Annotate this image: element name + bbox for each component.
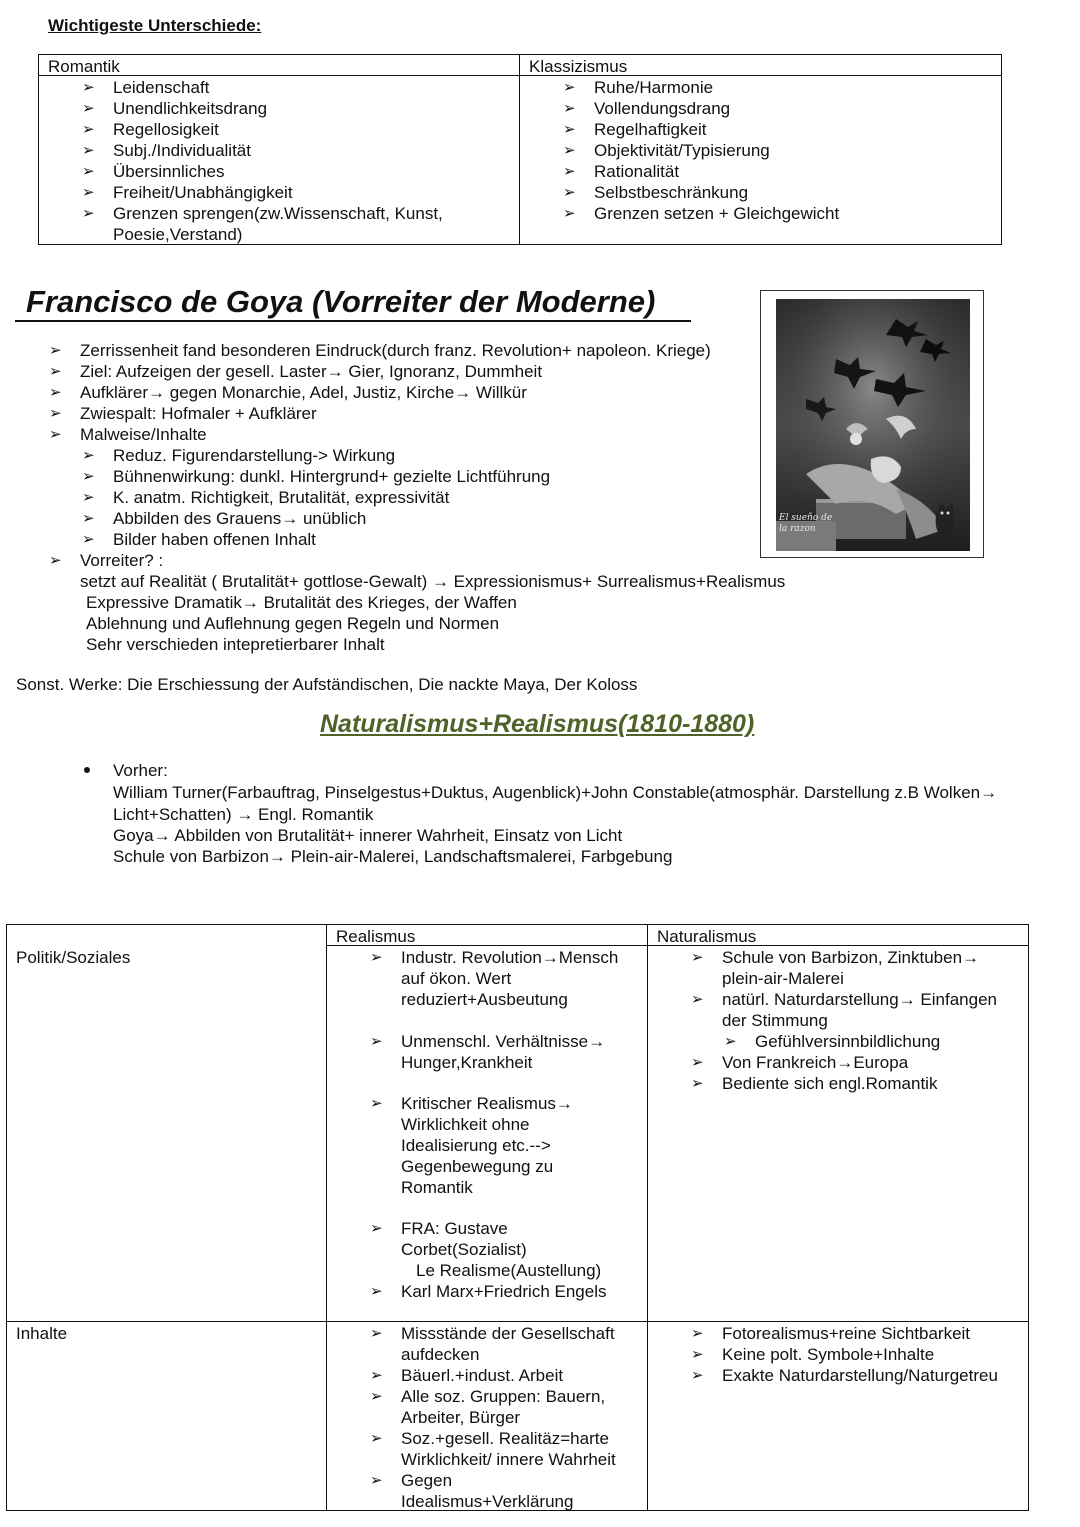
title-underline: [15, 320, 691, 322]
arrow-bullet-icon: ➢: [82, 100, 95, 117]
list-item: Keine polt. Symbole+Inhalte: [722, 1345, 935, 1364]
arrow-bullet-icon: ➢: [563, 163, 576, 180]
arrow-bullet-icon: ➢: [563, 100, 576, 117]
list-item: aufdecken: [401, 1345, 480, 1364]
arrow-bullet-icon: ➢: [370, 949, 383, 966]
list-item: Objektivität/Typisierung: [594, 141, 770, 160]
list-item: Exakte Naturdarstellung/Naturgetreu: [722, 1366, 998, 1385]
arrow-bullet-icon: ➢: [563, 121, 576, 138]
arrow-bullet-icon: ➢: [691, 1346, 704, 1363]
list-item: Missstände der Gesellschaft: [401, 1324, 615, 1343]
list-item: Idealisierung etc.-->: [401, 1136, 551, 1155]
section-heading: Wichtigeste Unterschiede:: [48, 16, 262, 35]
list-item: auf ökon. Wert: [401, 969, 512, 988]
image-caption: El sueño de la razon: [779, 513, 833, 534]
list-item: Ziel: Aufzeigen der gesell. Laster→ Gier, Ignoranz, Dummheit: [80, 362, 543, 381]
sub-list-item: Reduz. Figurendarstellung-> Wirkung: [113, 446, 396, 465]
list-item: Gegen: [401, 1471, 453, 1490]
arrow-bullet-icon: ➢: [82, 205, 95, 222]
list-item: Bediente sich engl.Romantik: [722, 1074, 938, 1093]
list-item: Vollendungsdrang: [594, 99, 731, 118]
arrow-bullet-icon: ➢: [691, 991, 704, 1008]
goya-artwork-frame: [760, 290, 984, 558]
arrow-bullet-icon: ➢: [82, 510, 95, 527]
list-item: Idealismus+Verklärung: [401, 1492, 574, 1511]
list-item: Hunger,Krankheit: [401, 1053, 533, 1072]
arrow-bullet-icon: ➢: [370, 1472, 383, 1489]
list-item: Alle soz. Gruppen: Bauern,: [401, 1387, 606, 1406]
arrow-bullet-icon: ➢: [563, 205, 576, 222]
arrow-bullet-icon: ➢: [49, 405, 62, 422]
table-header-line: [38, 75, 1002, 76]
arrow-bullet-icon: ➢: [49, 426, 62, 443]
row-label-politik: Politik/Soziales: [16, 948, 131, 967]
table-row-line: [6, 1321, 1029, 1322]
sub-list-item: K. anatm. Richtigkeit, Brutalität, expressivität: [113, 488, 450, 507]
vorher-line: William Turner(Farbauftrag, Pinselgestus+Duktus, Augenblick)+John Constable(atmosphär. Darstellung z.B Wolken→: [113, 783, 998, 802]
list-item: Aufklärer→ gegen Monarchie, Adel, Justiz, Kirche→ Willkür: [80, 383, 527, 402]
arrow-bullet-icon: ➢: [82, 531, 95, 548]
list-item: Leidenschaft: [113, 78, 210, 97]
arrow-bullet-icon: ➢: [49, 552, 62, 569]
arrow-bullet-icon: ➢: [370, 1283, 383, 1300]
list-item: plein-air-Malerei: [722, 969, 844, 988]
arrow-bullet-icon: ➢: [691, 949, 704, 966]
arrow-bullet-icon: ➢: [370, 1033, 383, 1050]
vorreiter-line: Ablehnung und Auflehnung gegen Regeln und Normen: [86, 614, 500, 633]
list-item: reduziert+Ausbeutung: [401, 990, 568, 1009]
vorreiter-line: Sehr verschieden intepretierbarer Inhalt: [86, 635, 385, 654]
list-item: Unendlichkeitsdrang: [113, 99, 268, 118]
list-item: Grenzen sprengen(zw.Wissenschaft, Kunst,: [113, 204, 443, 223]
arrow-bullet-icon: ➢: [691, 1367, 704, 1384]
arrow-bullet-icon: ➢: [370, 1367, 383, 1384]
arrow-bullet-icon: ➢: [724, 1033, 737, 1050]
vorreiter-label: Vorreiter? :: [80, 551, 164, 570]
list-item: Freiheit/Unabhängigkeit: [113, 183, 293, 202]
arrow-bullet-icon: ➢: [563, 142, 576, 159]
list-item: Zwiespalt: Hofmaler + Aufklärer: [80, 404, 317, 423]
sub-list-item: Bilder haben offenen Inhalt: [113, 530, 316, 549]
arrow-bullet-icon: ➢: [370, 1388, 383, 1405]
col-header-romantik: Romantik: [48, 57, 120, 76]
vorher-label: Vorher:: [113, 761, 168, 780]
sub-list-item: Gefühlversinnbildlichung: [755, 1032, 941, 1051]
sub-list-item: Abbilden des Grauens→ unüblich: [113, 509, 367, 528]
sub-list-item: Bühnenwirkung: dunkl. Hintergrund+ gezielte Lichtführung: [113, 467, 551, 486]
list-item: Soz.+gesell. Realitäz=harte: [401, 1429, 609, 1448]
arrow-bullet-icon: ➢: [49, 363, 62, 380]
arrow-bullet-icon: ➢: [82, 163, 95, 180]
list-item: natürl. Naturdarstellung→ Einfangen: [722, 990, 997, 1009]
list-item: Von Frankreich→Europa: [722, 1053, 909, 1072]
vorher-line: Licht+Schatten) → Engl. Romantik: [113, 805, 374, 824]
row-label-inhalte: Inhalte: [16, 1324, 68, 1343]
list-item: Schule von Barbizon, Zinktuben→: [722, 948, 980, 967]
arrow-bullet-icon: ➢: [691, 1075, 704, 1092]
naturalismus-title: Naturalismus+Realismus(1810-1880): [320, 710, 755, 738]
list-item: Regellosigkeit: [113, 120, 219, 139]
arrow-bullet-icon: ➢: [82, 447, 95, 464]
list-item: Ruhe/Harmonie: [594, 78, 714, 97]
arrow-bullet-icon: ➢: [82, 468, 95, 485]
list-item: der Stimmung: [722, 1011, 828, 1030]
list-item: Romantik: [401, 1178, 473, 1197]
list-item: Industr. Revolution→Mensch: [401, 948, 619, 967]
arrow-bullet-icon: ➢: [370, 1095, 383, 1112]
list-item: Bäuerl.+indust. Arbeit: [401, 1366, 564, 1385]
list-item-continuation: Poesie,Verstand): [113, 225, 243, 244]
arrow-bullet-icon: ➢: [370, 1220, 383, 1237]
list-item: Selbstbeschränkung: [594, 183, 749, 202]
goya-title: Francisco de Goya (Vorreiter der Moderne): [26, 284, 656, 319]
arrow-bullet-icon: ➢: [691, 1054, 704, 1071]
list-item: Gegenbewegung zu: [401, 1157, 554, 1176]
list-item: Subj./Individualität: [113, 141, 251, 160]
list-item: FRA: Gustave: [401, 1219, 508, 1238]
arrow-bullet-icon: ➢: [82, 489, 95, 506]
col-header-realismus: Realismus: [336, 927, 416, 946]
vorher-line: Schule von Barbizon→ Plein-air-Malerei, Landschaftsmalerei, Farbgebung: [113, 847, 673, 866]
list-item: Corbet(Sozialist): [401, 1240, 527, 1259]
list-item: Übersinnliches: [113, 162, 225, 181]
list-item: Regelhaftigkeit: [594, 120, 707, 139]
other-works: Sonst. Werke: Die Erschiessung der Aufständischen, Die nackte Maya, Der Koloss: [16, 675, 638, 694]
list-item: Kritischer Realismus→: [401, 1094, 573, 1113]
arrow-bullet-icon: ➢: [82, 79, 95, 96]
col-header-naturalismus: Naturalismus: [657, 927, 757, 946]
list-item: Wirklichkeit ohne: [401, 1115, 530, 1134]
table-divider: [326, 924, 327, 1511]
arrow-bullet-icon: ➢: [370, 1430, 383, 1447]
arrow-bullet-icon: ➢: [563, 184, 576, 201]
arrow-bullet-icon: ➢: [370, 1325, 383, 1342]
arrow-bullet-icon: ➢: [82, 142, 95, 159]
arrow-bullet-icon: ➢: [49, 384, 62, 401]
vorreiter-line: Expressive Dramatik→ Brutalität des Krieges, der Waffen: [86, 593, 517, 612]
arrow-bullet-icon: ➢: [691, 1325, 704, 1342]
vorreiter-line: setzt auf Realität ( Brutalität+ gottlose-Gewalt) → Expressionismus+ Surrealismus+Realismus: [80, 572, 786, 591]
list-item: Le Realisme(Austellung): [416, 1261, 602, 1280]
list-item: Zerrissenheit fand besonderen Eindruck(durch franz. Revolution+ napoleon. Kriege): [80, 341, 711, 360]
vorher-line: Goya→ Abbilden von Brutalität+ innerer Wahrheit, Einsatz von Licht: [113, 826, 623, 845]
arrow-bullet-icon: ➢: [49, 342, 62, 359]
list-item: Grenzen setzen + Gleichgewicht: [594, 204, 840, 223]
table-divider: [647, 924, 648, 1511]
arrow-bullet-icon: ➢: [563, 79, 576, 96]
list-item: Fotorealismus+reine Sichtbarkeit: [722, 1324, 971, 1343]
list-item: Karl Marx+Friedrich Engels: [401, 1282, 607, 1301]
bullet-dot-icon: [84, 767, 90, 773]
arrow-bullet-icon: ➢: [82, 121, 95, 138]
list-item: Wirklichkeit/ innere Wahrheit: [401, 1450, 616, 1469]
list-item: Arbeiter, Bürger: [401, 1408, 521, 1427]
col-header-klassizismus: Klassizismus: [529, 57, 628, 76]
table-divider: [519, 54, 520, 245]
list-item: Unmenschl. Verhältnisse→: [401, 1032, 606, 1051]
list-item: Malweise/Inhalte: [80, 425, 207, 444]
list-item: Rationalität: [594, 162, 680, 181]
arrow-bullet-icon: ➢: [82, 184, 95, 201]
